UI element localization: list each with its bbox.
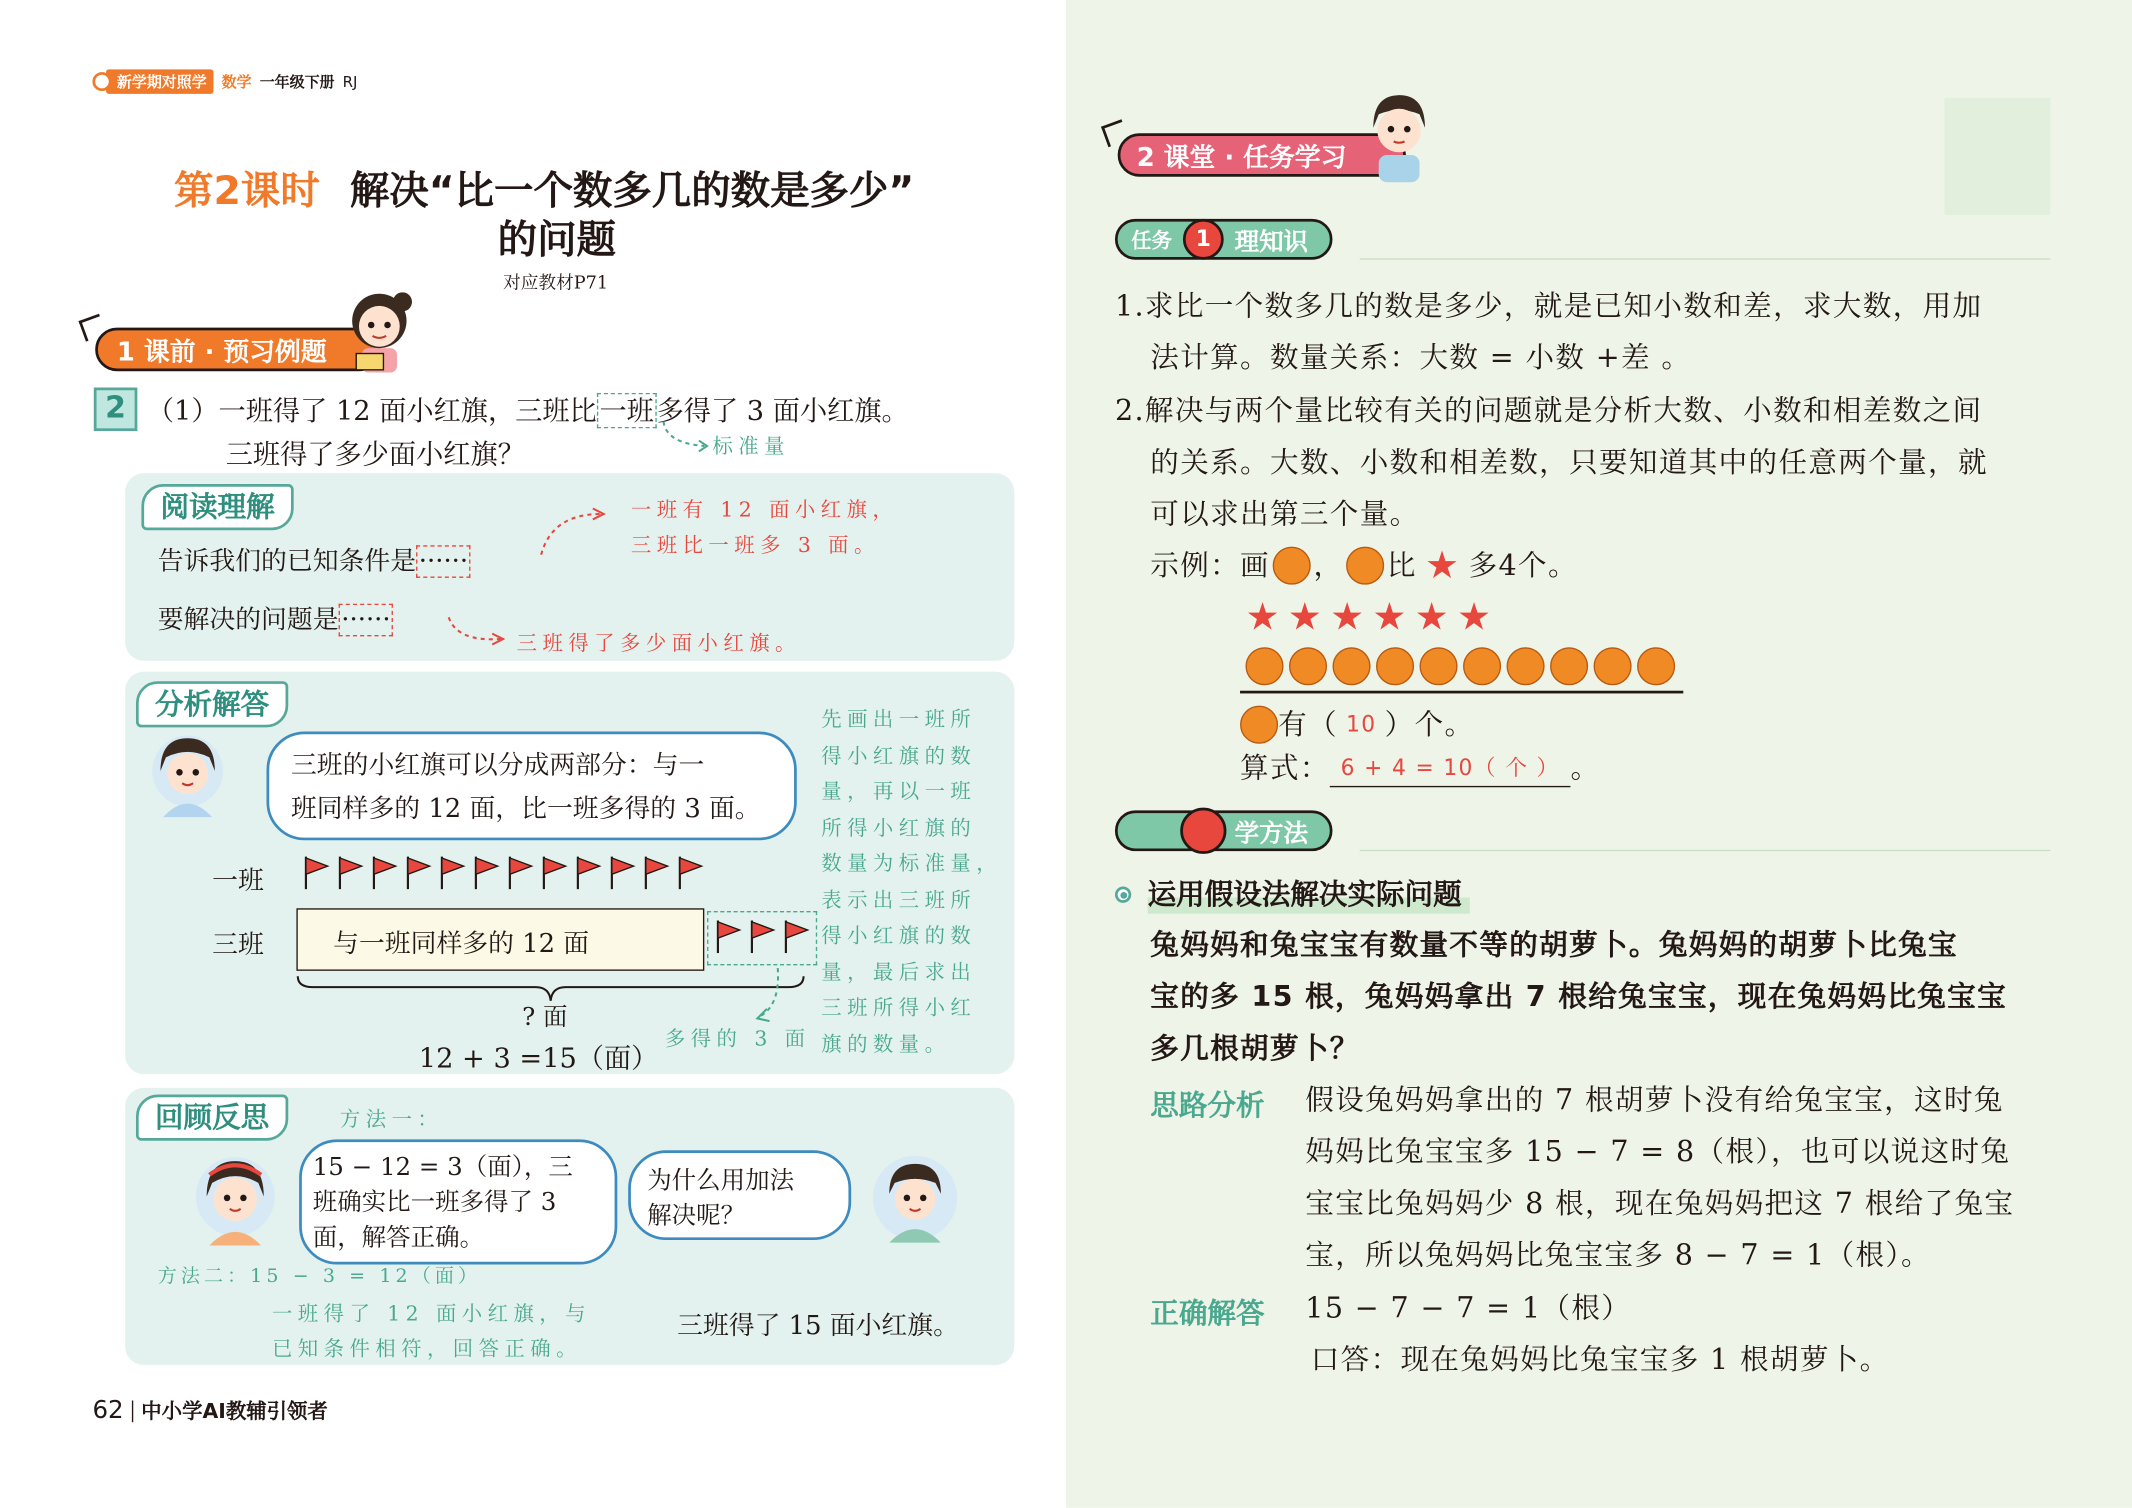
row2-box-label: 与一班同样多的 12 面 <box>333 928 590 959</box>
question-dots: ······ <box>339 604 394 637</box>
side-note-line: 三班所得小红 <box>821 995 977 1020</box>
flag-icon <box>782 918 811 959</box>
circle-icon <box>1289 647 1327 685</box>
formula-label: 算式： <box>1240 751 1330 785</box>
question-bubble <box>628 1150 851 1240</box>
method-analysis-line1: 假设兔妈妈拿出的 7 根胡萝卜没有给兔宝宝，这时兔 <box>1305 1083 2004 1117</box>
flag-icon <box>404 854 433 895</box>
analysis-bubble <box>266 732 796 841</box>
row2-label: 三班 <box>212 930 264 960</box>
knowledge-p2-line3: 可以求出第三个量。 <box>1150 497 1420 531</box>
analysis-formula: 12 + 3 =15（面） <box>418 1041 659 1075</box>
star-icon: ★ <box>1456 594 1492 640</box>
task-rule <box>1360 258 2051 259</box>
review-answer: 三班得了 15 面小红旗。 <box>677 1310 959 1341</box>
side-note-line: 得小红旗的数 <box>821 923 977 948</box>
circle-icon <box>1550 647 1588 685</box>
has-unit: ）个。 <box>1384 708 1475 742</box>
side-note-line: 量，再以一班 <box>821 779 977 804</box>
flag-icon <box>438 854 467 895</box>
flag-icon <box>302 854 331 895</box>
footer-divider <box>132 1400 133 1422</box>
knowledge-p1-line2: 法计算。数量关系：大数 = 小数 +差 。 <box>1150 341 1692 374</box>
star-icon: ★ <box>1330 594 1365 640</box>
method2-note-1: 一班得了 12 面小红旗，与 <box>271 1301 591 1326</box>
review-bubble-line2: 班确实比一班多得了 3 <box>312 1188 557 1217</box>
girl-avatar <box>150 730 226 820</box>
knowledge-p2-line2: 的关系。大数、小数和相差数，只要知道其中的任意两个量，就 <box>1150 445 1988 479</box>
boy-review-avatar <box>870 1153 960 1243</box>
star-icon: ★ <box>1245 594 1280 640</box>
problem-number: 2 <box>94 388 138 432</box>
flag-icon <box>472 854 501 895</box>
reading-tag: 阅读理解 <box>141 484 293 530</box>
problem-line1 <box>147 389 909 428</box>
standard-note: 标准量 <box>712 433 791 459</box>
example-comma: ， <box>1313 549 1344 582</box>
section1-banner-label: 1 课前 · 预习例题 <box>116 337 327 368</box>
circle-icon <box>1376 647 1414 685</box>
method-heading-dot <box>1120 891 1127 898</box>
known-dots: ······ <box>416 545 471 578</box>
star-icon: ★ <box>1372 594 1407 640</box>
extra-arrow <box>751 965 792 1025</box>
star-icon: ★ <box>1424 542 1461 588</box>
circle-icon <box>1594 647 1632 685</box>
page-number: 62 <box>92 1396 124 1425</box>
review-bubble <box>299 1139 617 1264</box>
question-label-text: 要解决的问题是 <box>157 605 339 635</box>
header-subject: 数学 <box>221 73 252 92</box>
method2-label: 方法二：15 − 3 = 12（面） <box>157 1265 482 1288</box>
girl-review-avatar <box>193 1150 277 1245</box>
method-analysis-line3: 宝宝比兔妈妈少 8 根，现在兔妈妈把这 7 根给了兔宝 <box>1305 1187 2015 1220</box>
textbook-reference: 对应教材P71 <box>503 273 609 294</box>
review-bubble-line3: 面，解答正确。 <box>312 1223 485 1253</box>
method-problem-line1: 兔妈妈和兔宝宝有数量不等的胡萝卜。兔妈妈的胡萝卜比兔宝 <box>1150 928 1958 962</box>
section2-banner-label: 2 课堂 · 任务学习 <box>1136 142 1347 173</box>
flag-icon <box>608 854 637 895</box>
example-line <box>1150 540 1578 592</box>
flag-icon <box>540 854 569 895</box>
flag-icon <box>506 854 535 895</box>
problem-text-b: 多得了 3 面小红旗。 <box>656 394 909 427</box>
task-number: 1 <box>1183 219 1224 260</box>
method-analysis-line2: 妈妈比兔宝宝多 15 − 7 = 8（根），也可以说这时兔 <box>1305 1135 2011 1168</box>
row2-extra-flags <box>707 911 817 965</box>
analysis-label: 思路分析 <box>1150 1089 1265 1122</box>
side-note-line: 量，最后求出 <box>821 959 977 984</box>
side-note-line: 表示出三班所 <box>821 887 977 912</box>
method2-note-2: 已知条件相符，回答正确。 <box>271 1336 582 1362</box>
problem-line2: 三班得了多少面小红旗？ <box>225 437 525 471</box>
circle-icon <box>1637 647 1675 685</box>
row1-label: 一班 <box>212 866 264 897</box>
side-note-line: 所得小红旗的 <box>821 815 977 840</box>
formula-line <box>1240 742 1600 794</box>
question-bubble-line2: 解决呢？ <box>647 1201 746 1231</box>
task-label: 任务 <box>1131 228 1173 253</box>
problem-text-a: （1）一班得了 12 面小红旗，三班比 <box>146 394 597 427</box>
flag-icon <box>642 854 671 895</box>
circle-icon <box>1346 547 1384 585</box>
reading-known-label <box>158 541 471 578</box>
flag-icon <box>748 918 777 959</box>
lesson-title-line1: 解决“比一个数多几的数是多少” <box>349 167 915 214</box>
row2-box <box>296 908 704 971</box>
analysis-bubble-line2: 班同样多的 12 面，比一班多得的 3 面。 <box>290 794 761 824</box>
reading-question-label <box>158 600 394 637</box>
answer-label: 正确解答 <box>1150 1297 1265 1330</box>
side-note-line: 得小红旗的数 <box>821 743 977 768</box>
flag-icon <box>370 854 399 895</box>
analysis-tag: 分析解答 <box>136 681 288 727</box>
knowledge-p2-line1: 2.解决与两个量比较有关的问题就是分析大数、小数和相差数之间 <box>1114 394 1983 427</box>
boy-thinking-avatar <box>1360 87 1439 185</box>
stars-row <box>1245 594 1492 640</box>
girl-reading-avatar <box>343 288 416 375</box>
task-title: 理知识 <box>1234 228 1309 257</box>
question-note: 三班得了多少面小红旗。 <box>516 630 801 656</box>
flag-icon <box>336 854 365 895</box>
circle-icon <box>1463 647 1501 685</box>
dots-rule <box>1240 691 1683 693</box>
method-marker <box>1180 808 1226 854</box>
question-arrow <box>446 615 511 648</box>
method-analysis-line4: 宝，所以兔妈妈比兔宝宝多 8 − 7 = 1（根）。 <box>1305 1238 1931 1272</box>
method-rule <box>1360 850 2051 851</box>
review-bubble-line1: 15 − 12 = 3（面），三 <box>312 1153 573 1182</box>
formula-value: 6 + 4 = 10（ 个 ） <box>1330 750 1571 787</box>
has-value: 10 <box>1346 711 1377 737</box>
lesson-number: 第2课时 <box>174 167 320 214</box>
knowledge-p1-line1: 1.求比一个数多几的数是多少，就是已知小数和差，求大数，用加 <box>1114 289 1983 323</box>
circle-icon <box>1332 647 1370 685</box>
method-title: 学方法 <box>1234 819 1309 849</box>
circle-icon <box>1245 647 1283 685</box>
circle-icon <box>1240 706 1278 744</box>
method-problem-line3: 多几根胡萝卜？ <box>1150 1032 1360 1065</box>
search-icon <box>92 72 111 91</box>
known-note-1: 一班有 12 面小红旗， <box>630 497 899 523</box>
method-problem-line2: 宝的多 15 根，兔妈妈拿出 7 根给兔宝宝，现在兔妈妈比兔宝宝 <box>1150 980 2008 1013</box>
brace-label: ? 面 <box>522 1003 568 1033</box>
example-label: 示例：画 <box>1150 549 1270 582</box>
known-label-text: 告诉我们的已知条件是 <box>157 546 417 577</box>
flag-icon <box>676 854 705 895</box>
method-answer-line2: 口答：现在兔妈妈比兔宝宝多 1 根胡萝卜。 <box>1310 1343 1890 1377</box>
question-bubble-line1: 为什么用加法 <box>647 1166 795 1196</box>
star-icon: ★ <box>1287 594 1322 640</box>
analysis-bubble-line1: 三班的小红旗可以分成两部分：与一 <box>290 750 705 781</box>
circle-icon <box>1507 647 1545 685</box>
page-footer <box>92 1396 327 1425</box>
flag-icon <box>714 918 743 959</box>
analysis-side-note <box>821 702 1002 1062</box>
example-more: 多4个。 <box>1468 549 1578 582</box>
star-icon: ★ <box>1414 594 1449 640</box>
method1-label: 方法一： <box>339 1106 444 1132</box>
has-label: 有（ <box>1278 708 1338 742</box>
section1-banner <box>95 328 381 372</box>
lesson-title-line2: 的问题 <box>497 216 616 263</box>
header-badge: 新学期对照学 <box>106 69 213 93</box>
method-answer-line1: 15 − 7 − 7 = 1（根） <box>1305 1291 1632 1325</box>
problem-standard-box: 一班 <box>597 393 657 428</box>
page-header <box>92 69 357 93</box>
row1-flags <box>302 854 704 895</box>
example-bi: 比 <box>1386 549 1417 582</box>
side-note-line: 数量为标准量， <box>821 851 1003 876</box>
formula-end: 。 <box>1570 751 1601 785</box>
header-grade: 一年级下册 <box>259 73 335 92</box>
flag-icon <box>574 854 603 895</box>
extra-note: 多得的 3 面 <box>664 1026 811 1052</box>
review-tag: 回顾反思 <box>136 1095 288 1141</box>
circle-icon <box>1273 547 1311 585</box>
side-note-line: 先画出一班所 <box>821 707 977 732</box>
method-heading: 运用假设法解决实际问题 <box>1148 873 1470 914</box>
header-edition: RJ <box>342 72 358 91</box>
circle-icon <box>1420 647 1458 685</box>
side-note-line: 旗的数量。 <box>821 1031 951 1056</box>
standard-arrow <box>658 419 712 454</box>
lesson-title <box>174 160 914 216</box>
known-arrow <box>538 506 620 560</box>
dots-row <box>1245 647 1675 685</box>
footer-brand: 中小学AI教辅引领者 <box>141 1399 328 1424</box>
right-deco-square <box>1944 98 2050 215</box>
known-note-2: 三班比一班多 3 面。 <box>630 532 880 558</box>
